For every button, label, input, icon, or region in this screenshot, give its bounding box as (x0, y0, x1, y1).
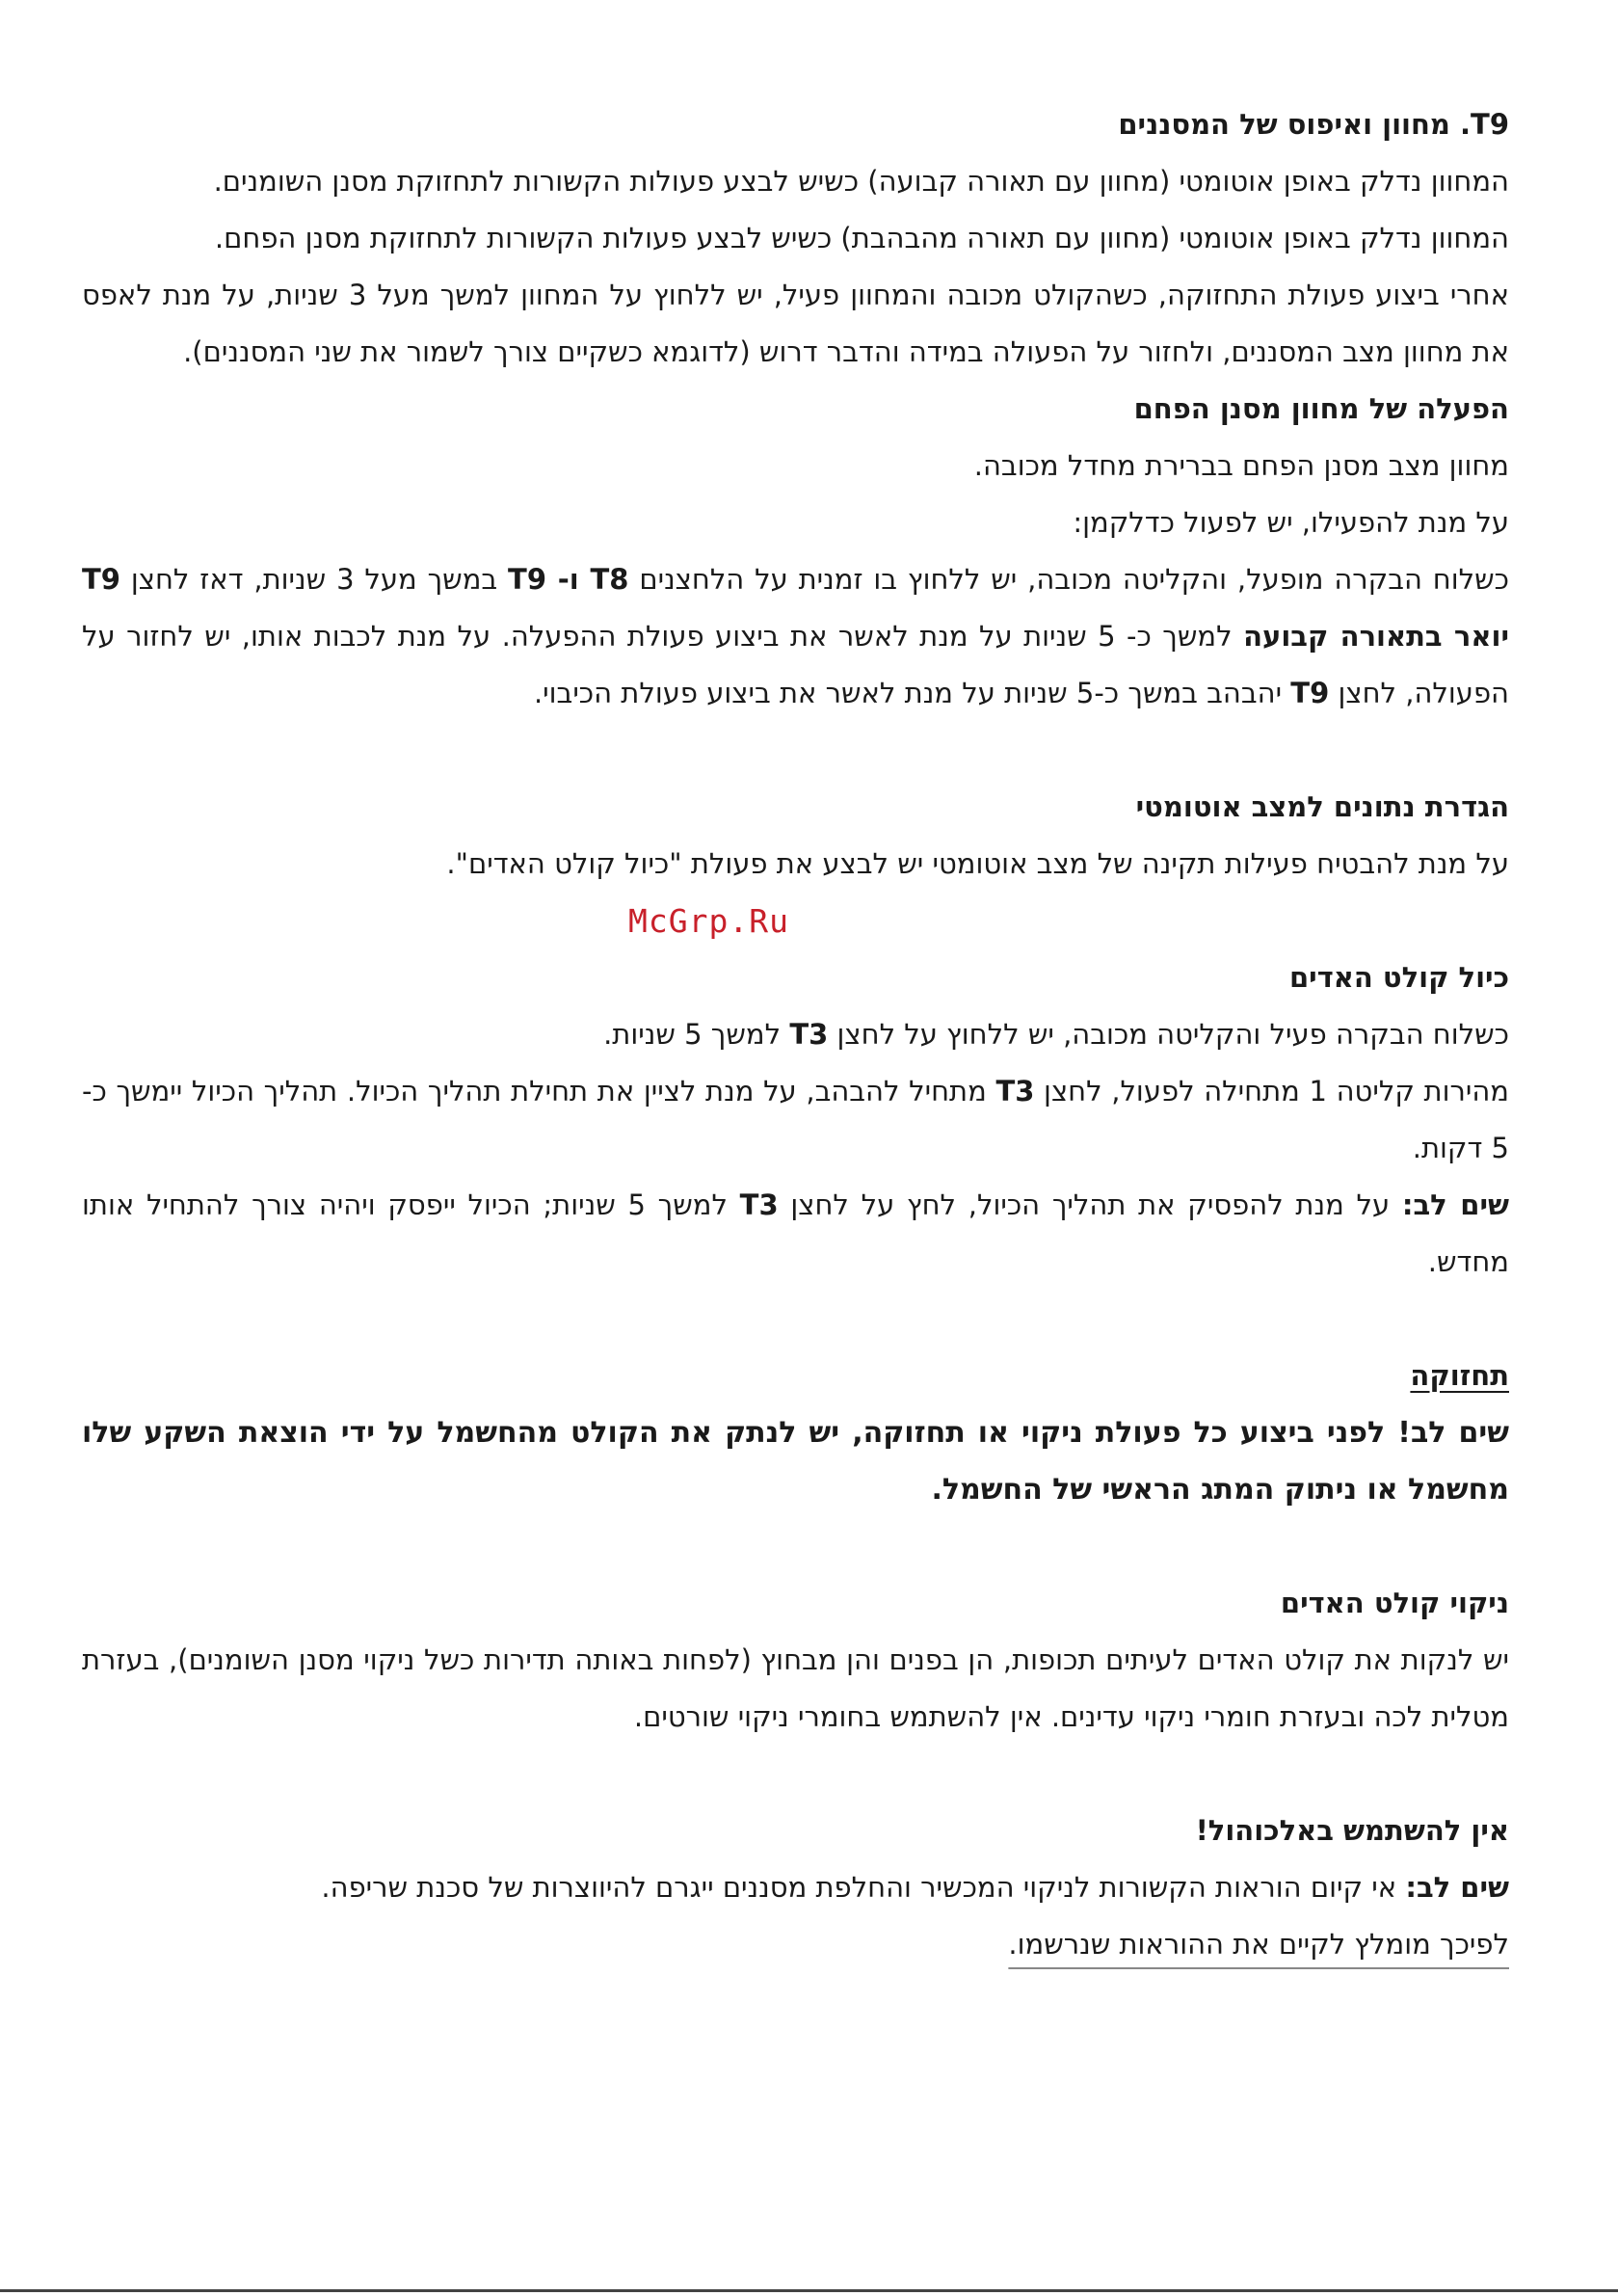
paragraph-calibration-note: שים לב: על מנת להפסיק את תהליך הכיול, לחץ על לחצן T3 למשך 5 שניות; הכיול ייפסק ויהיה צורך להתחיל אותו מחדש. (82, 1188, 1509, 1278)
section-title-calibration: כיול קולט האדים (1288, 961, 1509, 994)
section-title-cleaning: ניקוי קולט האדים (1280, 1587, 1509, 1619)
section-title-maintenance: תחזוקה (1410, 1359, 1509, 1392)
section-title-carbon-indicator: הפעלה של מחוון מסנן הפחם (1133, 392, 1509, 425)
manual-page (82, 96, 1509, 1973)
paragraph-reset-instructions: אחרי ביצוע פעולת התחזוקה, כשהקולט מכובה והמחוון פעיל, יש ללחוץ על המחוון למשך מעל 3 שניות, על מנת לאפס את מחוון מצב המסננים, ולחזור על הפעולה במידה והדבר דרוש (לדוגמא כשקיים צורך לשמור את שני המסננים). (82, 279, 1510, 368)
paragraph-calibration-process: מהירות קליטה 1 מתחילה לפעול, לחצן T3 מתחיל להבהב, על מנת לציין את תחילת תהליך הכיול. תהליך הכיול יימשך כ- 5 דקות. (82, 1075, 1509, 1164)
paragraph-recommendation: לפיכך מומלץ לקיים את ההוראות שנרשמו. (1008, 1928, 1509, 1961)
spacer (82, 722, 1509, 779)
watermark: McGrp.Ru (628, 902, 789, 940)
page-bottom-rule (0, 2289, 1618, 2292)
paragraph-cleaning: יש לנקות את קולט האדים לעיתים תכופות, הן בפנים והן מבחוץ (לפחות באותה תדירות כשל ניקוי מסנן השומנים), בעזרת מטלית לכה ובעזרת חומרי ניקוי עדינים. אין להשתמש בחומרי ניקוי שורטים. (82, 1643, 1509, 1733)
spacer (82, 1518, 1509, 1575)
paragraph-carbon-filter-indicator: המחוון נדלק באופן אוטומטי (מחוון עם תאורה מהבהבת) כשיש לבצע פעולות הקשורות לתחזוקת מסנן הפחם. (214, 222, 1509, 254)
paragraph-carbon-procedure: כשלוח הבקרה מופעל, והקליטה מכובה, יש ללחוץ בו זמנית על הלחצנים T8 ו- T9 במשך מעל 3 שניות, דאז לחצן T9 יואר בתאורה קבועה למשך כ- 5 שניות על מנת לאשר את ביצוע פעולת ההפעלה. על מנת לכבות אותו, יש לחזור על הפעולה, לחצן T9 יהבהב במשך כ-5 שניות על מנת לאשר את ביצוע פעולת הכיבוי. (82, 563, 1509, 709)
spacer (82, 1291, 1509, 1348)
section-title-no-alcohol: אין להשתמש באלכוהול! (1195, 1814, 1509, 1847)
paragraph-fire-hazard: שים לב: אי קיום הוראות הקשורות לניקוי המכשיר והחלפת מסננים ייגרם להיווצרות של סכנת שריפה. (321, 1871, 1509, 1904)
paragraph-carbon-default: מחוון מצב מסנן הפחם בברירת מחדל מכובה. (973, 449, 1509, 482)
paragraph-carbon-enable: על מנת להפעילו, יש לפעול כדלקמן: (1073, 506, 1509, 539)
maintenance-warning: שים לב! לפני ביצוע כל פעולת ניקוי או תחזוקה, יש לנתק את הקולט מהחשמל על ידי הוצאת השקע שלו מחשמל או ניתוק המתג הראשי של החשמל. (82, 1416, 1509, 1507)
paragraph-auto-mode: על מנת להבטיח פעילות תקינה של מצב אוטומטי יש לבצע את פעולת "כיול קולט האדים". (446, 847, 1509, 880)
paragraph-grease-filter-indicator: המחוון נדלק באופן אוטומטי (מחוון עם תאורה קבועה) כשיש לבצע פעולות הקשורות לתחזוקת מסנן השומנים. (213, 165, 1509, 198)
section-title-t9-indicator: T9. מחוון ואיפוס של המסננים (1118, 108, 1509, 141)
paragraph-calibration-start: כשלוח הבקרה פעיל והקליטה מכובה, יש ללחוץ על לחצן T3 למשך 5 שניות. (603, 1018, 1509, 1051)
spacer (82, 1746, 1509, 1802)
section-title-auto-mode: הגדרת נתונים למצב אוטומטי (1135, 790, 1509, 823)
